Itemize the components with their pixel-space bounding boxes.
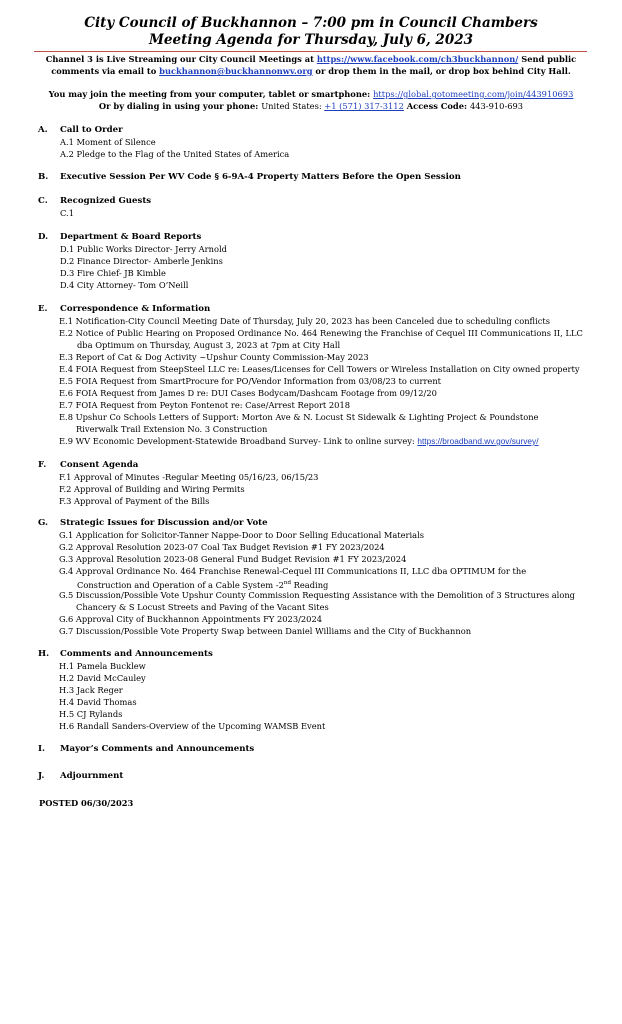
ordinal-suffix: nd [283, 580, 291, 586]
agenda-item: E.1 Notification-City Council Meeting Date of Thursday, July 20, 2023 has been Canceled due to scheduling conflicts [59, 316, 550, 326]
section-e-heading [38, 304, 210, 315]
section-i-heading [38, 744, 254, 755]
section-letter: G. [38, 518, 49, 528]
section-title: Call to Order [60, 125, 123, 135]
section-letter: D. [38, 232, 49, 242]
section-letter: J. [38, 771, 45, 781]
section-c-heading [38, 196, 151, 207]
comments-text: comments via email to [51, 66, 160, 76]
agenda-item-continuation: Chancery & S Locust Streets and Paving of the Vacant Sites [76, 602, 329, 612]
agenda-item: G.3 Approval Resolution 2023-08 General Fund Budget Revision #1 FY 2023/2024 [59, 554, 407, 564]
email-link[interactable]: buckhannon@buckhannonwv.org [159, 66, 313, 76]
agenda-item: F.3 Approval of Payment of the Bills [59, 496, 210, 506]
agenda-item: H.6 Randall Sanders-Overview of the Upcoming WAMSB Event [59, 721, 326, 731]
agenda-item: E.7 FOIA Request from Peyton Fontenot re: Case/Arrest Report 2018 [59, 400, 351, 410]
section-title: Adjournment [60, 771, 124, 781]
access-code: 443-910-693 [469, 101, 524, 111]
section-letter: C. [38, 196, 48, 206]
page-subtitle: Meeting Agenda for Thursday, July 6, 2023 [148, 32, 474, 48]
access-code-label: Access Code: [403, 101, 470, 111]
facebook-link[interactable]: https://www.facebook.com/ch3buckhannon/ [316, 54, 519, 64]
agenda-item: E.5 FOIA Request from SmartProcure for PO/Vendor Information from 03/08/23 to current [59, 376, 441, 386]
agenda-item: G.5 Discussion/Possible Vote Upshur County Commission Requesting Assistance with the Demolition of 3 Structures along [59, 590, 575, 600]
agenda-item: H.1 Pamela Bucklew [59, 661, 146, 671]
agenda-item: D.1 Public Works Director- Jerry Arnold [60, 244, 227, 254]
agenda-item [59, 436, 539, 447]
section-h-heading [38, 649, 213, 660]
gotomeeting-link[interactable]: https://global.gotomeeting.com/join/443910693 [373, 89, 574, 99]
agenda-item: E.2 Notice of Public Hearing on Proposed Ordinance No. 464 Renewing the Franchise of Cequel III Communications II, LLC [59, 328, 583, 338]
section-d-heading [38, 232, 201, 243]
section-letter: F. [38, 460, 47, 470]
agenda-item: G.4 Approval Ordinance No. 464 Franchise Renewal-Cequel III Communications II, LLC dba OPTIMUM for the [59, 566, 527, 576]
agenda-item: H.4 David Thomas [59, 697, 137, 707]
agenda-item: D.3 Fire Chief- JB Kimble [60, 268, 166, 278]
section-b-heading [38, 172, 461, 183]
agenda-item: E.3 Report of Cat & Dog Activity ~Upshur County Commission-May 2023 [59, 352, 369, 362]
agenda-item-continuation: dba Optimum on Thursday, August 3, 2023 at 7pm at City Hall [77, 340, 341, 350]
phone-line [0, 100, 622, 112]
section-f-heading [38, 460, 138, 471]
section-title: Executive Session Per WV Code § 6-9A-4 Property Matters Before the Open Session [60, 172, 461, 182]
agenda-item-text: Reading [290, 579, 329, 590]
section-title: Strategic Issues for Discussion and/or Vote [60, 518, 268, 528]
section-title: Correspondence & Information [60, 304, 211, 314]
agenda-item: A.2 Pledge to the Flag of the United States of America [60, 149, 290, 159]
agenda-item-text: Construction and Operation of a Cable System -2 [77, 579, 284, 590]
phone-region: United States: [261, 101, 325, 111]
agenda-item: F.2 Approval of Building and Wiring Permits [59, 484, 245, 494]
section-title: Recognized Guests [60, 196, 152, 206]
comments-after-text: or drop them in the mail, or drop box behind City Hall. [312, 66, 571, 76]
agenda-item-continuation: Riverwalk Trail Extension No. 3 Construction [76, 424, 268, 434]
agenda-item: C.1 [60, 208, 74, 218]
agenda-item-continuation [77, 578, 328, 591]
join-meeting-line [0, 88, 622, 100]
agenda-item: D.2 Finance Director- Amberle Jenkins [60, 256, 223, 266]
section-g-heading [38, 518, 268, 529]
title-divider [34, 51, 587, 52]
section-j-heading [38, 771, 123, 782]
agenda-item: F.1 Approval of Minutes -Regular Meeting 05/16/23, 06/15/23 [59, 472, 319, 482]
section-title: Mayor’s Comments and Announcements [60, 744, 255, 754]
section-title: Consent Agenda [60, 460, 139, 470]
section-letter: B. [38, 172, 49, 182]
phone-text: Or by dialing in using your phone: [98, 101, 262, 111]
agenda-item-text: E.9 WV Economic Development-Statewide Broadband Survey- Link to online survey: [59, 436, 418, 446]
agenda-item: H.5 CJ Rylands [59, 709, 123, 719]
section-letter: E. [38, 304, 48, 314]
section-a-heading [38, 125, 123, 136]
comments-notice-line [0, 65, 622, 77]
join-text: You may join the meeting from your computer, tablet or smartphone: [48, 89, 374, 99]
agenda-item: E.6 FOIA Request from James D re: DUI Cases Bodycam/Dashcam Footage from 09/12/20 [59, 388, 437, 398]
agenda-item: A.1 Moment of Silence [60, 137, 156, 147]
stream-notice-line [0, 53, 622, 65]
agenda-item: H.3 Jack Reger [59, 685, 123, 695]
section-title: Department & Board Reports [60, 232, 202, 242]
section-title: Comments and Announcements [60, 649, 213, 659]
agenda-item: E.8 Upshur Co Schools Letters of Support: Morton Ave & N. Locust St Sidewalk & Lighting Project & Poundstone [59, 412, 539, 422]
agenda-item: G.2 Approval Resolution 2023-07 Coal Tax Budget Revision #1 FY 2023/2024 [59, 542, 385, 552]
stream-text: Channel 3 is Live Streaming our City Council Meetings at [45, 54, 317, 64]
stream-after-text: Send public [518, 54, 577, 64]
section-letter: A. [38, 125, 48, 135]
agenda-item: G.6 Approval City of Buckhannon Appointments FY 2023/2024 [59, 614, 323, 624]
agenda-item: H.2 David McCauley [59, 673, 146, 683]
broadband-survey-link[interactable]: https://broadband.wv.gov/survey/ [417, 436, 539, 446]
section-letter: H. [38, 649, 50, 659]
agenda-item: E.4 FOIA Request from SteepSteel LLC re: Leases/Licenses for Cell Towers or Wireless Installation on City owned property [59, 364, 580, 374]
agenda-item: D.4 City Attorney- Tom O’Neill [60, 280, 189, 290]
agenda-item: G.7 Discussion/Possible Vote Property Swap between Daniel Williams and the City of Buckhannon [59, 626, 472, 636]
phone-link[interactable]: +1 (571) 317-3112 [324, 101, 404, 111]
posted-date: POSTED 06/30/2023 [39, 798, 134, 808]
section-letter: I. [38, 744, 46, 754]
page-title: City Council of Buckhannon – 7:00 pm in Council Chambers [84, 15, 538, 31]
agenda-item: G.1 Application for Solicitor-Tanner Nappe-Door to Door Selling Educational Materials [59, 530, 425, 540]
